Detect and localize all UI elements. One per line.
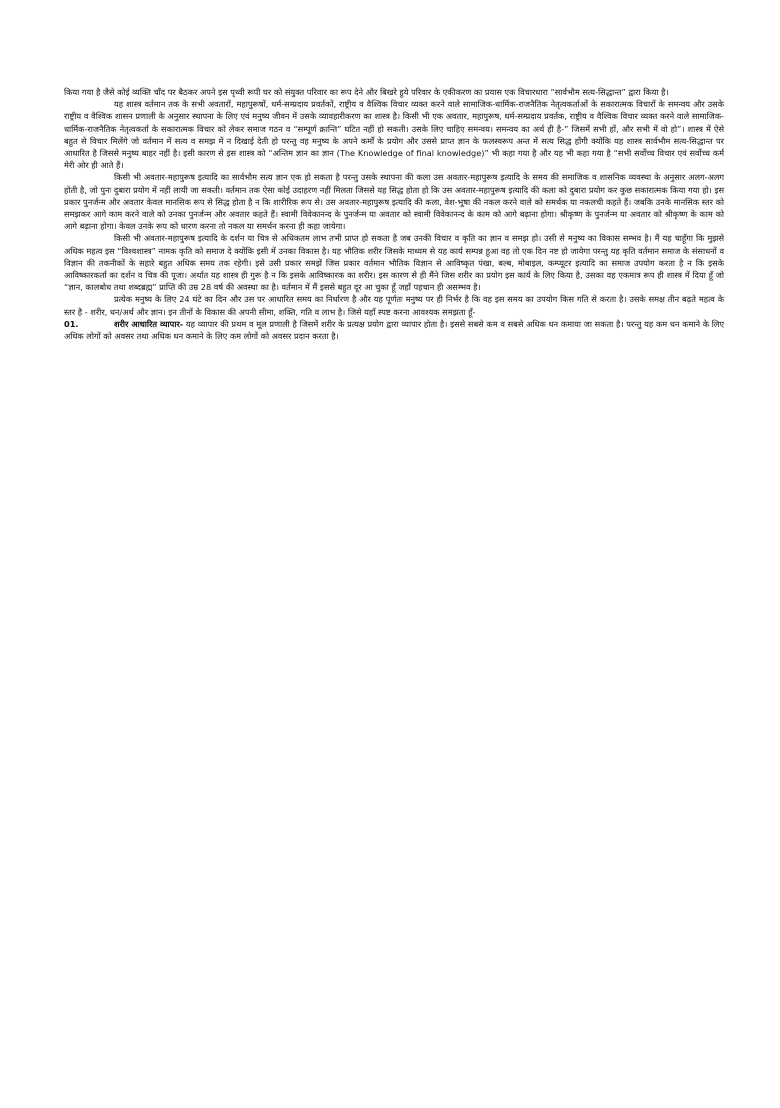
paragraph-continuation: किया गया है जैसे कोई व्यक्ति चाँद पर बैठकर अपने इस पृथ्वी रूपी घर को संयुक्त परिवार का रूप देने और बिखरे हुये परिवार के एकीकरण का प्रयास एक विचारधारा “सार्वभौम सत्य-सिद्धान्त” द्वारा किया है। [64,87,669,97]
section-heading: शरीर आधारित व्यापार- [114,318,184,329]
paragraph-samay-nirdharan: प्रत्येक मनुष्य के लिए 24 घंटे का दिन और उस पर आधारित समय का निर्धारण है और यह पूर्णतः मनुष्य पर ही निर्भर है कि वह इस समय का उपयोग किस गति से करता है। उसके समक्ष तीन बढ़ते महत्व के स्तर है - शरीर, धन/अर्थ और ज्ञान। इन तीनों के विकास की अपनी सीमा, शक्ति, गति व लाभ है। जिसे यहाँ स्पष्ट करना आवश्यक समझता हूँ- [64,294,724,317]
section-number: 01. [64,318,79,329]
section-sharir-vyapar [64,318,724,342]
paragraph-avatar-kala: किसी भी अवतार-महापुरूष इत्यादि का सार्वभौम सत्य ज्ञान एक हो सकता है परन्तु उसके स्थापना की कला उस अवतार-महापुरूष इत्यादि के समय की समाजिक व शासनिक व्यवस्था के अनुसार अलग-अलग होती है, जो पुनः दुबारा प्रयोग में नहीं लायी जा सकती। वर्तमान तक ऐसा कोई उदाहरण नहीं मिलता जिससे यह सिद्ध होता हो कि उस अवतार-महापुरूष इत्यादि की कला को दुबारा प्रयोग कर कुछ सकारात्मक किया गया हो। इस प्रकार पुनर्जन्म और अवतार केवल मानसिक रूप से सिद्ध होता है न कि शारीरिक रूप से। उस अवतार-महापुरूष इत्यादि की कला, वेश-भूषा की नकल करने वाले को समर्थक या नकलची कहते हैं। जबकि उनके मानसिक स्तर को समझकर आगे काम करने वाले को उनका पुनर्जन्म और अवतार कहते हैं। स्वामी विवेकानन्द के पुनर्जन्म या अवतार को स्वामी विवेकानन्द के काम को आगे बढ़ाना होगा। श्रीकृष्ण के पुनर्जन्म या अवतार को श्रीकृष्ण के काम को आगे बढ़ाना होगा। केवल उनके रूप को धारण करना तो नकल या समर्थन करना ही कहा जायेगा। [64,172,724,232]
paragraph-darshan-kriti: किसी भी अवतार-महापुरूष इत्यादि के दर्शन या चित्र से अधिकतम लाभ तभी प्राप्त हो सकता है जब उनकी विचार व कृति का ज्ञान व समझ हो। उसी से मनुष्य का विकास सम्भव है। मैं यह चाहूँगा कि मुझसे अधिक महत्व इस “विश्वशास्त्र” नामक कृति को समाज दे क्योंकि इसी में उनका विकास है। यह भौतिक शरीर जिसके माध्यम से यह कार्य सम्पन्न हुआ वह तो एक दिन नष्ट हो जायेगा परन्तु यह कृति वर्तमान समाज के संसाधनों व विज्ञान की तकनीकों के सहारे बहुत अधिक समय तक रहेगी। इसे उसी प्रकार समझें जिस प्रकार वर्तमान भौतिक विज्ञान से आविष्कृत पंखा, बल्ब, मोबाइल, कम्प्यूटर इत्यादि का समाज उपयोग करता है न कि इसके आविष्कारकर्ता का दर्शन व चित्र की पूजा। अर्थात यह शास्त्र ही गुरू है न कि इसके आविष्कारक का शरीर। इस कारण से ही मैंने जिस शरीर का प्रयोग इस कार्य के लिए किया है, उसका वह एकमात्र रूप ही शास्त्र में दिया हूँ जो “ज्ञान, कालबोध तथा शब्दब्रह्म” प्राप्ति की उम्र 28 वर्ष की अवस्था का है। वर्तमान में मैं इससे बहुत दूर आ चुका हूँ जहाँ पहचान ही असम्भव है। [64,233,724,293]
section-text: यह व्यापार की प्रथम व मूल प्रणाली है जिसमें शरीर के प्रत्यक्ष प्रयोग द्वारा व्यापार होता है। इससे सबसे कम व सबसे अधिक धन कमाया जा सकता है। परन्तु यह कम धन कमाने के लिए अधिक लोगों को अवसर तथा अधिक धन कमाने के लिए कम लोगों को अवसर प्रदान करता है। [64,318,724,342]
paragraph-shastra-samanvay: यह शास्त्र वर्तमान तक के सभी अवतारों, महापुरूषों, धर्म-सम्प्रदाय प्रवर्तकों, राष्ट्रीय व वैश्विक विचार व्यक्त करने वाले सामाजिक-धार्मिक-राजनैतिक नेतृत्वकर्ताओं के सकारात्मक विचारों के समन्वय और उसके राष्ट्रीय व वैश्विक शासन प्रणाली के अनुसार स्थापना के लिए एवं मनुष्य जीवन में उसके व्यावहारीकरण का शास्त्र है। किसी भी एक अवतार, महापुरूष, धर्म-सम्प्रदाय प्रवर्तक, राष्ट्रीय व वैश्विक विचार व्यक्त करने वाले सामाजिक-धार्मिक-राजनैतिक नेतृत्वकर्ता के सकारात्मक विचार को लेकर समाज गठन व “सम्पूर्ण क्रान्ति” घटित नहीं हो सकती। उसके लिए चाहिए समन्वय। समन्वय का अर्थ ही है-” जिसमें सभी हों, और सभी में वो हो”। शास्त्र में ऐसे बहुत से विचार मिलेंगे जो वर्तमान में सत्य व समझ में न दिखाई देती हो परन्तु वह मनुष्य के अपने कर्मों के प्रयोग और उससे प्राप्त ज्ञान के फलस्वरूप अन्त में सत्य सिद्ध होंगी क्योंकि यह शास्त्र सार्वभौम सत्य-सिद्धान्त पर आधारित है जिससे मनुष्य बाहर नहीं है। इसी कारण से इस शास्त्र को “अन्तिम ज्ञान का ज्ञान (The Knowledge of final knowledge)” भी कहा गया है और यह भी कहा गया है “सभी सर्वोच्च विचार एवं सर्वोच्च कर्म मेरी ओर ही आते हैं। [64,99,724,171]
